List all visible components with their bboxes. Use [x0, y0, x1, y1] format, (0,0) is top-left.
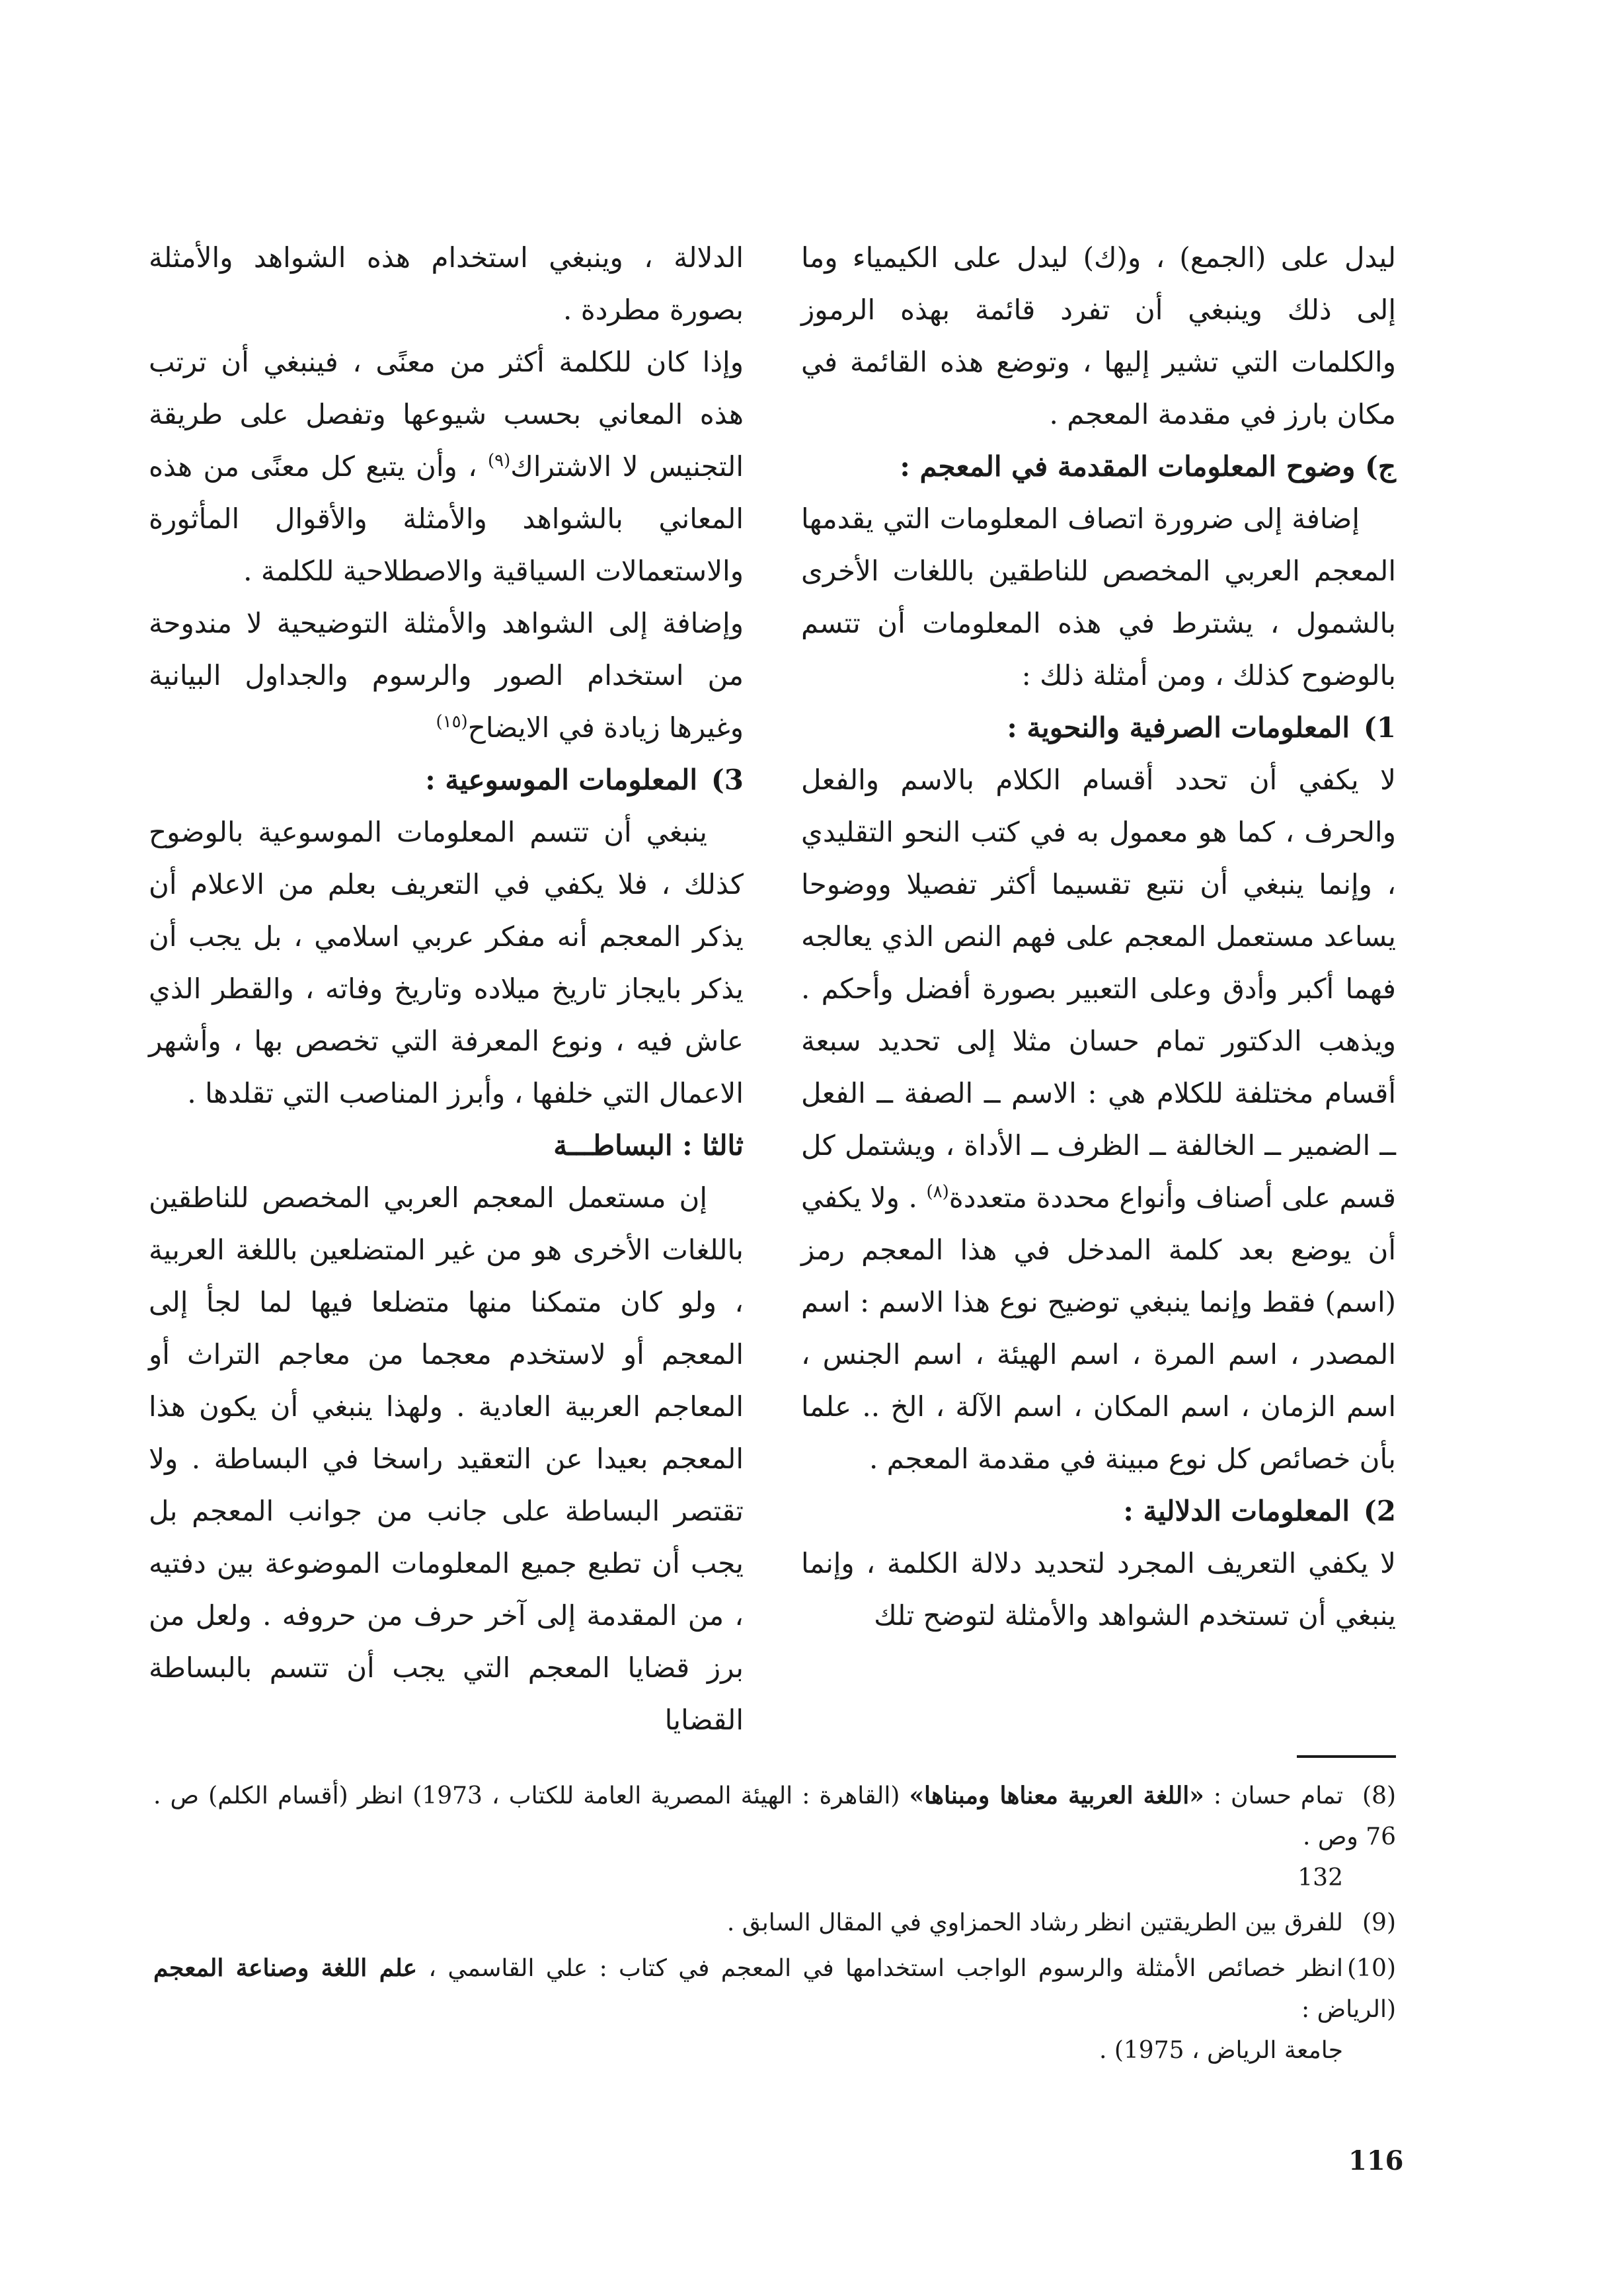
footnote-continuation: 132	[1297, 1864, 1343, 1891]
footnote-10	[153, 1948, 1396, 2071]
heading-number: 2)	[1363, 1495, 1396, 1527]
page-number: 116	[1348, 2145, 1404, 2176]
paragraph-text: لا يكفي أن تحدد أقسام الكلام بالاسم والفعل والحرف ، كما هو معمول به في كتب النحو التقليدي ، وإنما ينبغي أن نتبع تقسيما أكثر تفصيلا ووضوحا يساعد مستعمل المعجم على فهم النص الذي يعالجه فهما أكبر وأدق وعلى التعبير بصورة أفضل وأحكم . ويذهب الدكتور تمام حسان مثلا إلى تحديد سبعة أقسام مختلفة للكلام هي : الاسم ــ الصفة ــ الفعل ــ الضمير ــ الخالفة ــ الظرف ــ الأداة ، ويشتمل كل قسم على أصناف وأنواع محددة متعددة	[801, 764, 1396, 1214]
heading-title: المعلومات الموسوعية :	[425, 764, 697, 796]
right-column	[801, 231, 1396, 1642]
footnote-ref: (٨)	[926, 1182, 949, 1202]
footnote-ref: (١٥)	[436, 712, 468, 732]
numbered-heading-2	[801, 1485, 1396, 1537]
paragraph: إضافة إلى ضرورة اتصاف المعلومات التي يقدمها المعجم العربي المخصص للناطقين باللغات الأخرى بالشمول ، يشترط في هذه المعلومات أن تتسم بالوضوح كذلك ، ومن أمثلة ذلك :	[801, 502, 1396, 692]
footnote-text: تمام حسان :	[1204, 1782, 1344, 1809]
paragraph: ينبغي أن تتسم المعلومات الموسوعية بالوضوح كذلك ، فلا يكفي في التعريف بعلم من الاعلام أن يذكر المعجم أنه مفكر عربي اسلامي ، بل يجب أن يذكر بايجاز تاريخ ميلاده وتاريخ وفاته ، والقطر الذي عاش فيه ، ونوع المعرفة التي تخصص بها ، وأشهر الاعمال التي خلفها ، وأبرز المناصب التي تقلدها .	[149, 816, 744, 1109]
footnote-8	[153, 1775, 1396, 1899]
heading-number: 1)	[1363, 711, 1396, 744]
paragraph-text: . ولا يكفي أن يوضع بعد كلمة المدخل في هذا المعجم رمز (اسم) فقط وإنما ينبغي توضيح نوع هذا الاسم : اسم المصدر ، اسم المرة ، اسم الهيئة ، اسم الجنس ، اسم الزمان ، اسم المكان ، اسم الآلة ، الخ .. علما بأن خصائص كل نوع مبينة في مقدمة المعجم .	[801, 1181, 1396, 1475]
footnote-number: (10)	[1347, 1955, 1396, 1982]
paragraph-text: ، وأن يتبع كل معنًى من هذه المعاني بالشواهد والأمثلة والأقوال المأثورة والاستعمالات السياقية والاصطلاحية للكلمة .	[149, 450, 744, 587]
footnote-title: «اللغة العربية معناها ومبناها»	[909, 1782, 1204, 1809]
paragraph: لا يكفي التعريف المجرد لتحديد دلالة الكلمة ، وإنما ينبغي أن تستخدم الشواهد والأمثلة لتوضح تلك	[801, 1547, 1396, 1632]
paragraph: الدلالة ، وينبغي استخدام هذه الشواهد والأمثلة بصورة مطردة .	[149, 241, 744, 326]
heading-title: المعلومات الصرفية والنحوية :	[1007, 711, 1350, 744]
numbered-heading-1	[801, 701, 1396, 754]
footnote-text: (القاهرة : الهيئة المصرية العامة للكتاب ، 1973) انظر (أقسام الكلم) ص . 76 وص .	[153, 1782, 1396, 1850]
footnote-9	[153, 1903, 1396, 1944]
left-column	[149, 231, 744, 1746]
footnote-continuation: جامعة الرياض ، 1975) .	[1099, 2037, 1343, 2064]
footnote-divider	[1297, 1755, 1396, 1758]
footnote-number: (8)	[1362, 1782, 1397, 1809]
heading-number: 3)	[711, 764, 744, 796]
footnote-text: للفرق بين الطريقتين انظر رشاد الحمزاوي في المقال السابق .	[726, 1909, 1343, 1936]
heading-title: المعلومات الدلالية :	[1123, 1495, 1350, 1527]
paragraph	[149, 597, 744, 754]
footnote-number: (9)	[1362, 1909, 1396, 1936]
section-heading-c: ج) وضوح المعلومات المقدمة في المعجم :	[900, 450, 1396, 483]
paragraph-text: وإذا كان للكلمة أكثر من معنًى ، فينبغي أن ترتب هذه المعاني بحسب شيوعها وتفصل على طريقة التجنيس لا الاشتراك	[149, 346, 744, 483]
paragraph: إن مستعمل المعجم العربي المخصص للناطقين باللغات الأخرى هو من غير المتضلعين باللغة العربية ، ولو كان متمكنا منها متضلعا فيها لما لجأ إلى المعجم أو لاستخدم معجما من معاجم التراث أو المعاجم العربية العادية . ولهذا ينبغي أن يكون هذا المعجم بعيدا عن التعقيد راسخا في البساطة . ولا تقتصر البساطة على جانب من جوانب المعجم بل يجب أن تطبع جميع المعلومات الموضوعة بين دفتيه ، من المقدمة إلى آخر حرف من حروفه . ولعل من برز قضايا المعجم التي يجب أن تتسم بالبساطة القضايا	[149, 1181, 744, 1736]
numbered-heading-3	[149, 754, 744, 806]
footnotes	[153, 1775, 1396, 2075]
footnote-title: علم اللغة وصناعة المعجم	[153, 1954, 418, 1982]
footnote-ref: (٩)	[488, 451, 511, 471]
paragraph-text: وإضافة إلى الشواهد والأمثلة التوضيحية لا مندوحة من استخدام الصور والرسوم والجداول البيانية وغيرها زيادة في الايضاح	[149, 607, 744, 744]
paragraph	[149, 336, 744, 597]
paragraph: ليدل على (الجمع) ، و(ك) ليدل على الكيمياء وما إلى ذلك وينبغي أن تفرد قائمة بهذه الرموز والكلمات التي تشير إليها ، وتوضع هذه القائمة في مكان بارز في مقدمة المعجم .	[801, 241, 1396, 430]
section-heading-3: ثالثا : البساطـــة	[553, 1129, 744, 1162]
footnote-text: انظر خصائص الأمثلة والرسوم الواجب استخدامها في المعجم في كتاب : علي القاسمي ،	[417, 1955, 1343, 1982]
paragraph	[801, 754, 1396, 1485]
footnote-text: (الرياض :	[1301, 1996, 1396, 2023]
